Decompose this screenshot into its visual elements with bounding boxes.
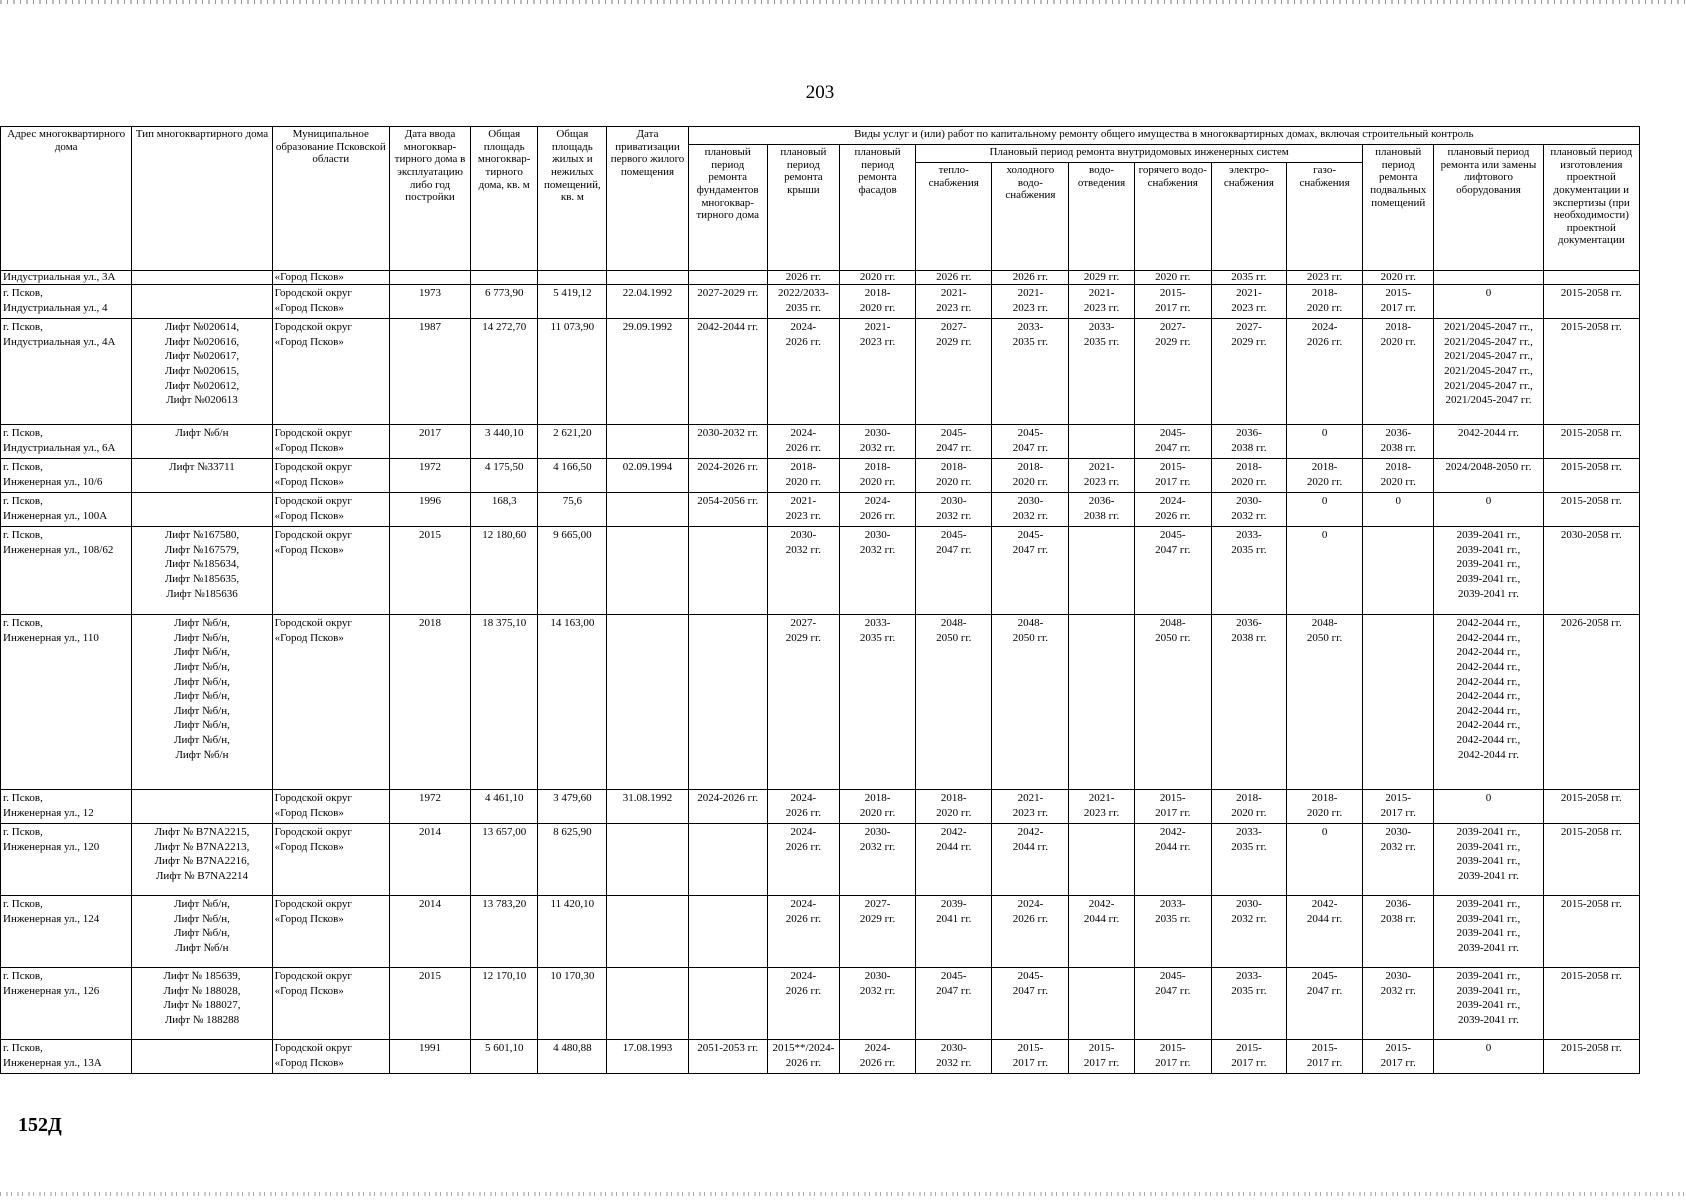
cell-address: г. Псков, Инженерная ул., 108/62: [1, 527, 132, 615]
cell-sewer: [1069, 527, 1134, 615]
cell-sewer: [1069, 824, 1134, 896]
cell-facade: 2024- 2026 гг.: [839, 493, 915, 527]
cell-foundation: 2027-2029 гг.: [688, 285, 767, 319]
cell-premises-area: [538, 271, 607, 285]
cell-sewer: [1069, 968, 1134, 1040]
cell-electric: 2033- 2035 гг.: [1211, 968, 1286, 1040]
cell-address: г. Псков, Индустриальная ул., 4А: [1, 319, 132, 425]
cell-sewer: 2029 гг.: [1069, 271, 1134, 285]
cell-type: Лифт №б/н: [132, 425, 272, 459]
cell-premises-area: 75,6: [538, 493, 607, 527]
cell-roof: 2024- 2026 гг.: [767, 896, 839, 968]
cell-municipality: Городской округ «Город Псков»: [272, 459, 389, 493]
cell-type: Лифт №б/н, Лифт №б/н, Лифт №б/н, Лифт №б/н: [132, 896, 272, 968]
cell-facade: 2027- 2029 гг.: [839, 896, 915, 968]
cell-cold-water: 2045- 2047 гг.: [992, 968, 1069, 1040]
cell-total-area: 3 440,10: [471, 425, 538, 459]
cell-gas: 2018- 2020 гг.: [1286, 459, 1362, 493]
cell-sewer: 2021- 2023 гг.: [1069, 285, 1134, 319]
cell-cold-water: 2033- 2035 гг.: [992, 319, 1069, 425]
cell-foundation: [688, 896, 767, 968]
cell-facade: 2033- 2035 гг.: [839, 615, 915, 790]
cell-privatization: 29.09.1992: [607, 319, 688, 425]
cell-type: [132, 271, 272, 285]
cell-roof: 2024- 2026 гг.: [767, 319, 839, 425]
cell-total-area: 18 375,10: [471, 615, 538, 790]
cell-hot-water: 2015- 2017 гг.: [1134, 285, 1211, 319]
cell-electric: 2036- 2038 гг.: [1211, 425, 1286, 459]
scan-border-top: [0, 0, 1686, 4]
col-heat-header: тепло-снабжения: [916, 163, 992, 271]
table-row: [1, 425, 1640, 459]
cell-total-area: 168,3: [471, 493, 538, 527]
cell-type: Лифт №б/н, Лифт №б/н, Лифт №б/н, Лифт №б/н, Лифт №б/н, Лифт №б/н, Лифт №б/н, Лифт №б/н, Лифт №б/н, Лифт №б/н: [132, 615, 272, 790]
cell-premises-area: 8 625,90: [538, 824, 607, 896]
cell-facade: 2030- 2032 гг.: [839, 425, 915, 459]
cell-municipality: Городской округ «Город Псков»: [272, 285, 389, 319]
cell-sewer: 2042- 2044 гг.: [1069, 896, 1134, 968]
cell-electric: 2035 гг.: [1211, 271, 1286, 285]
col-sewer-header: водо-отведения: [1069, 163, 1134, 271]
cell-privatization: [607, 527, 688, 615]
table-row: [1, 527, 1640, 615]
systems-group-header: Плановый период ремонта внутридомовых инженерных систем: [916, 145, 1363, 163]
col-elevator-header: плановый период ремонта или замены лифтового оборудования: [1434, 145, 1543, 271]
cell-heat: 2018- 2020 гг.: [916, 790, 992, 824]
cell-facade: 2024- 2026 гг.: [839, 1040, 915, 1074]
cell-year: 1996: [389, 493, 470, 527]
cell-total-area: 13 783,20: [471, 896, 538, 968]
cell-year: 2015: [389, 527, 470, 615]
col-cold-water-header: холодного водо-снабжения: [992, 163, 1069, 271]
cell-design: 2015-2058 гг.: [1543, 493, 1639, 527]
col-hot-water-header: горячего водо-снабжения: [1134, 163, 1211, 271]
cell-type: [132, 493, 272, 527]
cell-total-area: 12 170,10: [471, 968, 538, 1040]
cell-elevator: 2042-2044 гг., 2042-2044 гг., 2042-2044 гг., 2042-2044 гг., 2042-2044 гг., 2042-2044 гг., 2042-2044 гг., 2042-2044 гг., 2042-2044 гг., 2042-2044 гг.: [1434, 615, 1543, 790]
cell-total-area: 13 657,00: [471, 824, 538, 896]
cell-type: [132, 790, 272, 824]
cell-total-area: 4 461,10: [471, 790, 538, 824]
cell-address: г. Псков, Инженерная ул., 12: [1, 790, 132, 824]
table-body: [1, 271, 1640, 1074]
cell-address: г. Псков, Инженерная ул., 110: [1, 615, 132, 790]
cell-privatization: [607, 615, 688, 790]
cell-address: Индустриальная ул., 3А: [1, 271, 132, 285]
cell-premises-area: 9 665,00: [538, 527, 607, 615]
cell-basement: 2030- 2032 гг.: [1363, 824, 1434, 896]
cell-design: 2015-2058 гг.: [1543, 1040, 1639, 1074]
cell-total-area: 5 601,10: [471, 1040, 538, 1074]
cell-year: 1991: [389, 1040, 470, 1074]
cell-type: Лифт № B7NA2215, Лифт № B7NA2213, Лифт № B7NA2216, Лифт № B7NA2214: [132, 824, 272, 896]
cell-year: [389, 271, 470, 285]
cell-basement: [1363, 615, 1434, 790]
cell-elevator: 2039-2041 гг., 2039-2041 гг., 2039-2041 гг., 2039-2041 гг.: [1434, 896, 1543, 968]
col-roof-header: плановый период ремонта крыши: [767, 145, 839, 271]
cell-design: 2015-2058 гг.: [1543, 968, 1639, 1040]
cell-premises-area: 4 166,50: [538, 459, 607, 493]
cell-heat: 2045- 2047 гг.: [916, 425, 992, 459]
cell-cold-water: 2045- 2047 гг.: [992, 527, 1069, 615]
cell-facade: 2018- 2020 гг.: [839, 285, 915, 319]
capital-repair-table: [0, 126, 1640, 1074]
cell-total-area: [471, 271, 538, 285]
col-premises-area-header: Общая площадь жилых и нежилых помещений, кв. м: [538, 127, 607, 271]
cell-year: 2018: [389, 615, 470, 790]
cell-basement: 2030- 2032 гг.: [1363, 968, 1434, 1040]
cell-hot-water: 2048- 2050 гг.: [1134, 615, 1211, 790]
cell-elevator: 0: [1434, 1040, 1543, 1074]
cell-address: г. Псков, Инженерная ул., 10/6: [1, 459, 132, 493]
cell-basement: 2018- 2020 гг.: [1363, 459, 1434, 493]
table-row: [1, 271, 1640, 285]
cell-privatization: [607, 271, 688, 285]
table-row: [1, 790, 1640, 824]
cell-heat: 2045- 2047 гг.: [916, 527, 992, 615]
cell-facade: 2030- 2032 гг.: [839, 527, 915, 615]
cell-municipality: Городской округ «Город Псков»: [272, 527, 389, 615]
cell-electric: 2030- 2032 гг.: [1211, 493, 1286, 527]
cell-gas: 2015- 2017 гг.: [1286, 1040, 1362, 1074]
col-municipality-header: Муниципальное образование Псковской области: [272, 127, 389, 271]
col-total-area-header: Общая площадь многоквар-тирного дома, кв. м: [471, 127, 538, 271]
cell-design: 2015-2058 гг.: [1543, 824, 1639, 896]
cell-elevator: 0: [1434, 285, 1543, 319]
scan-border-bottom: [0, 1192, 1686, 1196]
cell-cold-water: 2045- 2047 гг.: [992, 425, 1069, 459]
col-address-header: Адрес многоквартирного дома: [1, 127, 132, 271]
cell-elevator: [1434, 271, 1543, 285]
cell-electric: 2030- 2032 гг.: [1211, 896, 1286, 968]
cell-electric: 2033- 2035 гг.: [1211, 527, 1286, 615]
cell-roof: 2021- 2023 гг.: [767, 493, 839, 527]
cell-total-area: 14 272,70: [471, 319, 538, 425]
cell-design: 2015-2058 гг.: [1543, 319, 1639, 425]
cell-privatization: [607, 824, 688, 896]
cell-heat: 2026 гг.: [916, 271, 992, 285]
cell-roof: 2027- 2029 гг.: [767, 615, 839, 790]
cell-facade: 2030- 2032 гг.: [839, 968, 915, 1040]
cell-gas: 0: [1286, 425, 1362, 459]
cell-municipality: Городской округ «Город Псков»: [272, 425, 389, 459]
cell-design: [1543, 271, 1639, 285]
services-group-header: Виды услуг и (или) работ по капитальному ремонту общего имущества в многоквартирных домах, включая строительный контроль: [688, 127, 1639, 145]
cell-type: [132, 1040, 272, 1074]
cell-hot-water: 2015- 2017 гг.: [1134, 459, 1211, 493]
cell-sewer: [1069, 615, 1134, 790]
cell-year: 2015: [389, 968, 470, 1040]
cell-design: 2015-2058 гг.: [1543, 459, 1639, 493]
cell-basement: 2015- 2017 гг.: [1363, 285, 1434, 319]
col-design-header: плановый период изготовления проектной документации и экспертизы (при необходимости) проектной документации: [1543, 145, 1639, 271]
cell-foundation: 2051-2053 гг.: [688, 1040, 767, 1074]
cell-cold-water: 2015- 2017 гг.: [992, 1040, 1069, 1074]
cell-elevator: 2039-2041 гг., 2039-2041 гг., 2039-2041 гг., 2039-2041 гг.: [1434, 968, 1543, 1040]
cell-foundation: 2024-2026 гг.: [688, 790, 767, 824]
cell-total-area: 6 773,90: [471, 285, 538, 319]
cell-basement: 0: [1363, 493, 1434, 527]
cell-sewer: 2036- 2038 гг.: [1069, 493, 1134, 527]
cell-facade: 2018- 2020 гг.: [839, 459, 915, 493]
document-code: 152Д: [18, 1114, 62, 1136]
cell-privatization: 02.09.1994: [607, 459, 688, 493]
cell-address: г. Псков, Индустриальная ул., 6А: [1, 425, 132, 459]
cell-design: 2015-2058 гг.: [1543, 790, 1639, 824]
cell-total-area: 12 180,60: [471, 527, 538, 615]
cell-facade: 2018- 2020 гг.: [839, 790, 915, 824]
cell-privatization: 31.08.1992: [607, 790, 688, 824]
cell-gas: 2023 гг.: [1286, 271, 1362, 285]
cell-gas: 0: [1286, 493, 1362, 527]
cell-foundation: [688, 968, 767, 1040]
cell-municipality: Городской округ «Город Псков»: [272, 493, 389, 527]
cell-roof: 2024- 2026 гг.: [767, 790, 839, 824]
cell-elevator: 2024/2048-2050 гг.: [1434, 459, 1543, 493]
cell-total-area: 4 175,50: [471, 459, 538, 493]
cell-elevator: 0: [1434, 493, 1543, 527]
cell-elevator: 2042-2044 гг.: [1434, 425, 1543, 459]
cell-foundation: 2042-2044 гг.: [688, 319, 767, 425]
cell-electric: 2015- 2017 гг.: [1211, 1040, 1286, 1074]
cell-year: 2014: [389, 896, 470, 968]
cell-premises-area: 11 073,90: [538, 319, 607, 425]
cell-elevator: 2039-2041 гг., 2039-2041 гг., 2039-2041 гг., 2039-2041 гг., 2039-2041 гг.: [1434, 527, 1543, 615]
cell-sewer: 2021- 2023 гг.: [1069, 790, 1134, 824]
cell-privatization: 17.08.1993: [607, 1040, 688, 1074]
cell-municipality: Городской округ «Город Псков»: [272, 968, 389, 1040]
col-type-header: Тип многоквартирного дома: [132, 127, 272, 271]
cell-gas: 2018- 2020 гг.: [1286, 790, 1362, 824]
table-row: [1, 1040, 1640, 1074]
cell-municipality: Городской округ «Город Псков»: [272, 319, 389, 425]
cell-basement: 2020 гг.: [1363, 271, 1434, 285]
cell-heat: 2030- 2032 гг.: [916, 1040, 992, 1074]
cell-year: 2017: [389, 425, 470, 459]
cell-hot-water: 2024- 2026 гг.: [1134, 493, 1211, 527]
cell-premises-area: 10 170,30: [538, 968, 607, 1040]
cell-roof: 2030- 2032 гг.: [767, 527, 839, 615]
cell-elevator: 0: [1434, 790, 1543, 824]
cell-foundation: [688, 271, 767, 285]
cell-design: 2030-2058 гг.: [1543, 527, 1639, 615]
col-foundation-header: плановый период ремонта фундаментов многоквар-тирного дома: [688, 145, 767, 271]
cell-roof: 2024- 2026 гг.: [767, 824, 839, 896]
cell-sewer: [1069, 425, 1134, 459]
cell-municipality: Городской округ «Город Псков»: [272, 896, 389, 968]
cell-premises-area: 11 420,10: [538, 896, 607, 968]
cell-gas: 2018- 2020 гг.: [1286, 285, 1362, 319]
cell-electric: 2027- 2029 гг.: [1211, 319, 1286, 425]
cell-heat: 2030- 2032 гг.: [916, 493, 992, 527]
cell-municipality: Городской округ «Город Псков»: [272, 824, 389, 896]
cell-design: 2015-2058 гг.: [1543, 425, 1639, 459]
cell-hot-water: 2045- 2047 гг.: [1134, 527, 1211, 615]
cell-hot-water: 2015- 2017 гг.: [1134, 1040, 1211, 1074]
cell-year: 1972: [389, 790, 470, 824]
cell-heat: 2018- 2020 гг.: [916, 459, 992, 493]
table-row: [1, 319, 1640, 425]
cell-type: Лифт № 185639, Лифт № 188028, Лифт № 188027, Лифт № 188288: [132, 968, 272, 1040]
cell-foundation: [688, 527, 767, 615]
cell-electric: 2018- 2020 гг.: [1211, 790, 1286, 824]
cell-sewer: 2033- 2035 гг.: [1069, 319, 1134, 425]
col-facade-header: плановый период ремонта фасадов: [839, 145, 915, 271]
table-row: [1, 896, 1640, 968]
cell-privatization: [607, 425, 688, 459]
cell-sewer: 2021- 2023 гг.: [1069, 459, 1134, 493]
cell-basement: 2015- 2017 гг.: [1363, 790, 1434, 824]
cell-type: [132, 285, 272, 319]
cell-heat: 2042- 2044 гг.: [916, 824, 992, 896]
cell-hot-water: 2045- 2047 гг.: [1134, 425, 1211, 459]
table-row: [1, 493, 1640, 527]
cell-privatization: [607, 896, 688, 968]
cell-electric: 2018- 2020 гг.: [1211, 459, 1286, 493]
cell-design: 2015-2058 гг.: [1543, 285, 1639, 319]
cell-foundation: 2054-2056 гг.: [688, 493, 767, 527]
cell-hot-water: 2042- 2044 гг.: [1134, 824, 1211, 896]
cell-hot-water: 2015- 2017 гг.: [1134, 790, 1211, 824]
cell-basement: 2018- 2020 гг.: [1363, 319, 1434, 425]
cell-electric: 2021- 2023 гг.: [1211, 285, 1286, 319]
cell-sewer: 2015- 2017 гг.: [1069, 1040, 1134, 1074]
cell-basement: [1363, 527, 1434, 615]
cell-municipality: «Город Псков»: [272, 271, 389, 285]
cell-heat: 2027- 2029 гг.: [916, 319, 992, 425]
cell-address: г. Псков, Инженерная ул., 13А: [1, 1040, 132, 1074]
col-year-header: Дата ввода многоквар-тирного дома в эксплуатацию либо год постройки: [389, 127, 470, 271]
cell-privatization: 22.04.1992: [607, 285, 688, 319]
cell-cold-water: 2018- 2020 гг.: [992, 459, 1069, 493]
cell-hot-water: 2045- 2047 гг.: [1134, 968, 1211, 1040]
col-gas-header: газо-снабжения: [1286, 163, 1362, 271]
cell-gas: 2042- 2044 гг.: [1286, 896, 1362, 968]
cell-address: г. Псков, Индустриальная ул., 4: [1, 285, 132, 319]
cell-premises-area: 5 419,12: [538, 285, 607, 319]
cell-privatization: [607, 493, 688, 527]
cell-foundation: [688, 824, 767, 896]
cell-foundation: 2030-2032 гг.: [688, 425, 767, 459]
cell-basement: 2036- 2038 гг.: [1363, 896, 1434, 968]
table-row: [1, 824, 1640, 896]
cell-gas: 2024- 2026 гг.: [1286, 319, 1362, 425]
cell-basement: 2015- 2017 гг.: [1363, 1040, 1434, 1074]
cell-basement: 2036- 2038 гг.: [1363, 425, 1434, 459]
cell-cold-water: 2021- 2023 гг.: [992, 790, 1069, 824]
cell-hot-water: 2027- 2029 гг.: [1134, 319, 1211, 425]
cell-year: 2014: [389, 824, 470, 896]
cell-facade: 2021- 2023 гг.: [839, 319, 915, 425]
cell-hot-water: 2033- 2035 гг.: [1134, 896, 1211, 968]
cell-design: 2015-2058 гг.: [1543, 896, 1639, 968]
cell-gas: 2048- 2050 гг.: [1286, 615, 1362, 790]
cell-address: г. Псков, Инженерная ул., 120: [1, 824, 132, 896]
cell-roof: 2022/2033- 2035 гг.: [767, 285, 839, 319]
cell-design: 2026-2058 гг.: [1543, 615, 1639, 790]
cell-address: г. Псков, Инженерная ул., 100А: [1, 493, 132, 527]
cell-heat: 2021- 2023 гг.: [916, 285, 992, 319]
cell-privatization: [607, 968, 688, 1040]
cell-gas: 0: [1286, 824, 1362, 896]
table-row: [1, 459, 1640, 493]
cell-premises-area: 4 480,88: [538, 1040, 607, 1074]
cell-roof: 2024- 2026 гг.: [767, 425, 839, 459]
cell-elevator: 2021/2045-2047 гг., 2021/2045-2047 гг., 2021/2045-2047 гг., 2021/2045-2047 гг., 2021/2045-2047 гг., 2021/2045-2047 гг.: [1434, 319, 1543, 425]
cell-year: 1973: [389, 285, 470, 319]
cell-year: 1972: [389, 459, 470, 493]
cell-cold-water: 2024- 2026 гг.: [992, 896, 1069, 968]
cell-roof: 2024- 2026 гг.: [767, 968, 839, 1040]
page-number: 203: [805, 82, 835, 103]
col-privatization-header: Дата приватизации первого жилого помещения: [607, 127, 688, 271]
cell-cold-water: 2026 гг.: [992, 271, 1069, 285]
cell-roof: 2015**/2024- 2026 гг.: [767, 1040, 839, 1074]
col-electric-header: электро-снабжения: [1211, 163, 1286, 271]
cell-cold-water: 2030- 2032 гг.: [992, 493, 1069, 527]
cell-address: г. Псков, Инженерная ул., 126: [1, 968, 132, 1040]
cell-cold-water: 2042- 2044 гг.: [992, 824, 1069, 896]
cell-hot-water: 2020 гг.: [1134, 271, 1211, 285]
cell-facade: 2030- 2032 гг.: [839, 824, 915, 896]
cell-heat: 2039- 2041 гг.: [916, 896, 992, 968]
cell-address: г. Псков, Инженерная ул., 124: [1, 896, 132, 968]
cell-type: Лифт №33711: [132, 459, 272, 493]
col-basement-header: плановый период ремонта подвальных помещений: [1363, 145, 1434, 271]
table-row: [1, 285, 1640, 319]
cell-year: 1987: [389, 319, 470, 425]
cell-facade: 2020 гг.: [839, 271, 915, 285]
cell-electric: 2033- 2035 гг.: [1211, 824, 1286, 896]
cell-premises-area: 3 479,60: [538, 790, 607, 824]
cell-foundation: [688, 615, 767, 790]
cell-type: Лифт №167580, Лифт №167579, Лифт №185634, Лифт №185635, Лифт №185636: [132, 527, 272, 615]
cell-foundation: 2024-2026 гг.: [688, 459, 767, 493]
cell-heat: 2048- 2050 гг.: [916, 615, 992, 790]
cell-roof: 2026 гг.: [767, 271, 839, 285]
cell-municipality: Городской округ «Город Псков»: [272, 1040, 389, 1074]
cell-cold-water: 2021- 2023 гг.: [992, 285, 1069, 319]
cell-municipality: Городской округ «Город Псков»: [272, 790, 389, 824]
cell-municipality: Городской округ «Город Псков»: [272, 615, 389, 790]
cell-roof: 2018- 2020 гг.: [767, 459, 839, 493]
cell-type: Лифт №020614, Лифт №020616, Лифт №020617, Лифт №020615, Лифт №020612, Лифт №020613: [132, 319, 272, 425]
cell-gas: 2045- 2047 гг.: [1286, 968, 1362, 1040]
cell-gas: 0: [1286, 527, 1362, 615]
cell-premises-area: 14 163,00: [538, 615, 607, 790]
table-row: [1, 968, 1640, 1040]
cell-elevator: 2039-2041 гг., 2039-2041 гг., 2039-2041 гг., 2039-2041 гг.: [1434, 824, 1543, 896]
table-row: [1, 615, 1640, 790]
cell-heat: 2045- 2047 гг.: [916, 968, 992, 1040]
cell-premises-area: 2 621,20: [538, 425, 607, 459]
cell-electric: 2036- 2038 гг.: [1211, 615, 1286, 790]
cell-cold-water: 2048- 2050 гг.: [992, 615, 1069, 790]
